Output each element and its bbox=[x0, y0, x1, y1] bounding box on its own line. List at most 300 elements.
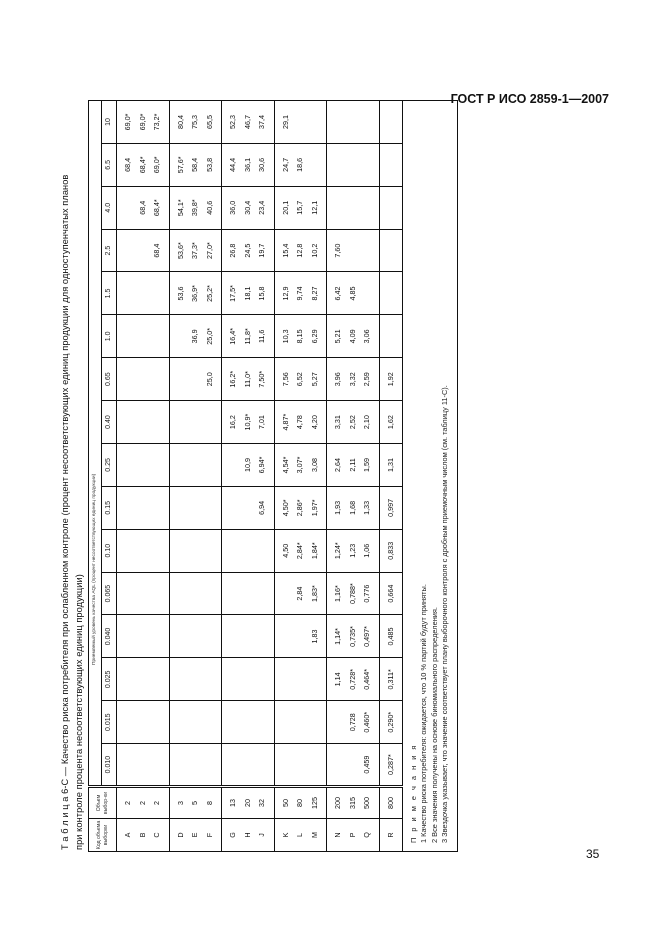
risk-value-cell-value: 1,97* bbox=[309, 499, 319, 517]
table-row-group bbox=[169, 101, 222, 852]
risk-value-cell-value bbox=[279, 744, 294, 785]
risk-value-cell-value: 18,6 bbox=[295, 157, 304, 172]
risk-value-cell-value bbox=[308, 744, 323, 785]
risk-value-cell bbox=[117, 272, 170, 315]
risk-value-cell-value: 0,311* bbox=[385, 669, 395, 690]
risk-value-cell-value: 68,4 bbox=[123, 157, 132, 172]
risk-value-cell-value bbox=[384, 144, 399, 186]
risk-value-cell-value bbox=[121, 230, 136, 272]
risk-value-cell-value: 3,06 bbox=[362, 329, 371, 344]
risk-value-cell-value bbox=[174, 573, 189, 615]
risk-value-cell-value: 80,4 bbox=[175, 114, 185, 129]
risk-value-cell-value bbox=[174, 444, 189, 486]
risk-value-cell-value bbox=[188, 573, 203, 615]
aql-level-header: 0.25 bbox=[102, 444, 117, 487]
risk-value-cell-value: 10,2 bbox=[309, 243, 319, 258]
risk-value-cell-value bbox=[136, 658, 151, 700]
risk-value-cell-value bbox=[188, 358, 203, 400]
risk-value-cell-value: 1,93 bbox=[333, 500, 342, 515]
risk-value-cell-value: 3,96 bbox=[333, 372, 342, 387]
sample-size-cell-value: 500 bbox=[362, 797, 371, 809]
risk-value-cell-value: 5,21 bbox=[333, 329, 342, 344]
risk-value-cell-value: 54,1* bbox=[175, 199, 185, 217]
sample-code-cell-value: H bbox=[242, 832, 252, 838]
risk-value-cell-value: 10,9 bbox=[242, 457, 252, 472]
risk-value-cell-value: 0,290* bbox=[385, 711, 395, 733]
risk-value-cell-value: 6,42 bbox=[333, 286, 342, 301]
risk-value-cell-value bbox=[203, 744, 218, 785]
risk-value-cell-value bbox=[241, 487, 256, 529]
aql-level-header: 6.5 bbox=[102, 143, 117, 186]
risk-value-cell-value: 1,59 bbox=[362, 457, 371, 472]
risk-value-cell-value: 7,01 bbox=[257, 415, 266, 430]
risk-value-cell-value bbox=[188, 616, 203, 658]
risk-value-cell bbox=[327, 101, 380, 144]
risk-value-cell-value bbox=[188, 701, 203, 743]
risk-value-cell-value: 12,1 bbox=[309, 200, 319, 215]
risk-value-cell-value: 6,52 bbox=[295, 372, 304, 387]
sample-code-cell bbox=[117, 819, 170, 852]
sample-code-cell-value: B bbox=[137, 832, 147, 838]
risk-value-cell-value: 4,50* bbox=[280, 499, 290, 517]
risk-value-cell-value bbox=[279, 701, 294, 743]
risk-value-cell-value: 11,0* bbox=[242, 371, 252, 388]
risk-value-cell bbox=[274, 358, 327, 401]
risk-value-cell bbox=[169, 744, 222, 787]
rotated-table-region bbox=[58, 100, 470, 852]
risk-value-cell-value bbox=[226, 701, 241, 743]
risk-value-cell-value bbox=[384, 273, 399, 315]
risk-value-cell-value bbox=[346, 101, 361, 143]
risk-value-cell-value: 23,4 bbox=[257, 200, 266, 215]
risk-value-cell-value: 7,60 bbox=[333, 243, 342, 258]
risk-value-cell bbox=[169, 186, 222, 229]
risk-value-cell-value bbox=[384, 101, 399, 143]
risk-value-cell-value: 0,997 bbox=[385, 498, 395, 517]
risk-value-cell bbox=[169, 572, 222, 615]
table-row-group bbox=[222, 101, 275, 852]
risk-value-cell bbox=[169, 658, 222, 701]
risk-value-cell bbox=[222, 486, 275, 529]
risk-value-cell bbox=[169, 358, 222, 401]
risk-value-cell-value: 1,23 bbox=[347, 543, 357, 558]
risk-value-cell bbox=[274, 101, 327, 144]
sample-size-cell-value: 3 bbox=[175, 801, 185, 805]
sample-size-cell-value: 13 bbox=[228, 799, 237, 807]
risk-value-cell-value bbox=[203, 658, 218, 700]
risk-value-cell-value: 53,6 bbox=[175, 286, 185, 301]
risk-value-cell-value bbox=[241, 701, 256, 743]
risk-value-cell bbox=[222, 272, 275, 315]
risk-value-cell-value bbox=[136, 273, 151, 315]
risk-value-cell bbox=[379, 315, 403, 358]
risk-value-cell bbox=[327, 615, 380, 658]
risk-value-cell bbox=[274, 186, 327, 229]
risk-value-cell-value: 0,735* bbox=[347, 626, 357, 647]
risk-value-cell bbox=[169, 101, 222, 144]
sample-size-cell bbox=[222, 787, 275, 819]
header-aql: Приемлемый уровень качества AQL (процент несоответствующих единиц продукции) bbox=[89, 101, 102, 787]
risk-value-cell-value: 8,15 bbox=[295, 329, 304, 344]
note-1: 1 Качество риска потребителя: ожидается, что 10 % партий будут приняты. bbox=[419, 584, 429, 843]
risk-value-cell bbox=[169, 401, 222, 444]
risk-value-cell bbox=[169, 486, 222, 529]
sample-size-cell bbox=[327, 787, 380, 819]
risk-value-cell-value: 37,3* bbox=[190, 242, 199, 259]
risk-value-cell-value: 36,9 bbox=[190, 329, 199, 344]
risk-value-cell bbox=[274, 615, 327, 658]
risk-value-cell-value: 68,4 bbox=[152, 243, 161, 258]
risk-value-cell-value bbox=[136, 530, 151, 572]
risk-value-cell-value bbox=[331, 187, 346, 229]
risk-value-cell-value bbox=[121, 401, 136, 443]
risk-value-cell-value: 0,776 bbox=[362, 584, 371, 603]
risk-value-cell bbox=[274, 744, 327, 787]
aql-level-header: 0.010 bbox=[102, 744, 117, 787]
risk-value-cell-value: 36,0 bbox=[228, 200, 237, 215]
risk-value-cell-value bbox=[384, 315, 399, 357]
risk-value-cell-value: 44,4 bbox=[228, 157, 237, 172]
risk-value-cell-value bbox=[241, 658, 256, 700]
risk-value-cell bbox=[379, 615, 403, 658]
risk-value-cell bbox=[274, 529, 327, 572]
risk-value-cell-value bbox=[346, 230, 361, 272]
risk-value-cell bbox=[222, 358, 275, 401]
risk-value-cell-value bbox=[255, 530, 270, 572]
risk-value-cell bbox=[327, 744, 380, 787]
risk-value-cell bbox=[379, 658, 403, 701]
risk-value-cell-value: 1,83* bbox=[309, 585, 319, 602]
risk-value-cell-value: 0,497* bbox=[362, 626, 371, 647]
risk-value-cell-value: 1,14* bbox=[333, 628, 342, 645]
risk-value-cell-value: 26,8 bbox=[228, 243, 237, 258]
risk-value-cell-value bbox=[226, 573, 241, 615]
risk-value-cell-value bbox=[136, 616, 151, 658]
table-row-group bbox=[327, 101, 380, 852]
risk-value-cell-value: 57,6* bbox=[175, 156, 185, 174]
risk-value-cell-value bbox=[203, 487, 218, 529]
sample-code-cell-value: G bbox=[228, 832, 237, 838]
risk-value-cell-value bbox=[136, 701, 151, 743]
risk-value-cell-value: 0,464* bbox=[362, 668, 371, 690]
risk-value-cell-value: 2,64 bbox=[333, 457, 342, 472]
risk-value-cell-value: 1,14 bbox=[333, 672, 342, 687]
risk-value-cell-value bbox=[360, 230, 375, 272]
table-row-group bbox=[379, 101, 403, 852]
sample-size-cell bbox=[117, 787, 170, 819]
risk-value-cell-value bbox=[331, 744, 346, 785]
risk-value-cell-value bbox=[384, 187, 399, 229]
risk-value-cell bbox=[274, 401, 327, 444]
risk-value-cell bbox=[222, 101, 275, 144]
note-3: 3 Звездочка указывает, что значение соответствует плану выборочного контроля с дробным приемочным числом (см. таблицу 11-С). bbox=[439, 385, 449, 843]
risk-value-cell-value: 5,27 bbox=[309, 372, 319, 387]
risk-value-cell-value: 1,92 bbox=[385, 372, 395, 387]
risk-value-cell-value bbox=[121, 616, 136, 658]
risk-value-cell-value: 52,3 bbox=[228, 114, 237, 129]
risk-value-cell-value: 53,6* bbox=[175, 242, 185, 259]
note-2: 2 Все значения получены на основе биномиального распределения. bbox=[429, 607, 439, 843]
risk-value-cell-value bbox=[226, 744, 241, 785]
sample-code-cell-value: J bbox=[257, 833, 266, 837]
sample-size-cell-value: 2 bbox=[137, 801, 147, 805]
risk-value-cell-value: 40,6 bbox=[204, 200, 214, 215]
risk-value-cell-value: 68,4* bbox=[137, 156, 147, 174]
risk-value-cell-value bbox=[293, 701, 308, 743]
risk-value-cell bbox=[222, 229, 275, 272]
risk-value-cell-value bbox=[174, 487, 189, 529]
aql-level-header: 0.025 bbox=[102, 658, 117, 701]
sample-size-cell bbox=[274, 787, 327, 819]
risk-value-cell-value bbox=[136, 573, 151, 615]
risk-value-cell-value: 16,2* bbox=[228, 370, 237, 388]
risk-value-cell-value: 75,3 bbox=[190, 114, 199, 129]
risk-value-cell-value bbox=[174, 401, 189, 443]
risk-value-cell bbox=[379, 358, 403, 401]
risk-value-cell-value bbox=[308, 701, 323, 743]
risk-value-cell-value bbox=[136, 315, 151, 357]
sample-code-cell-value: E bbox=[190, 832, 199, 838]
risk-value-cell-value bbox=[150, 315, 165, 357]
risk-value-cell-value: 10,3 bbox=[280, 329, 290, 344]
risk-value-cell-value bbox=[174, 744, 189, 785]
aql-level-header: 2.5 bbox=[102, 229, 117, 272]
risk-value-cell-value: 46,7 bbox=[242, 114, 252, 129]
risk-value-cell bbox=[169, 615, 222, 658]
risk-value-cell-value bbox=[121, 701, 136, 743]
risk-value-cell-value bbox=[346, 144, 361, 186]
header-sample-size: Объем выбор-ки bbox=[89, 787, 117, 819]
risk-value-cell bbox=[327, 486, 380, 529]
risk-value-cell bbox=[327, 186, 380, 229]
notes-section bbox=[403, 100, 458, 852]
risk-value-cell-value: 0,287* bbox=[385, 754, 395, 775]
risk-value-cell-value bbox=[203, 444, 218, 486]
risk-value-cell-value bbox=[293, 744, 308, 785]
sample-code-cell-value: N bbox=[333, 832, 342, 838]
risk-value-cell-value: 6,94 bbox=[257, 500, 266, 515]
risk-value-cell-value: 25,2* bbox=[204, 285, 214, 302]
risk-value-cell bbox=[117, 315, 170, 358]
table-title-line-2: при контроле процента несоответствующих единиц продукции) bbox=[74, 574, 84, 850]
sample-code-cell bbox=[379, 819, 403, 852]
risk-value-cell-value bbox=[150, 573, 165, 615]
risk-value-cell-value: 1,24* bbox=[333, 542, 342, 560]
risk-value-cell-value bbox=[331, 101, 346, 143]
risk-value-cell-value bbox=[150, 616, 165, 658]
risk-value-cell-value: 24,7 bbox=[280, 157, 290, 172]
risk-value-cell bbox=[379, 186, 403, 229]
risk-value-cell-value bbox=[241, 616, 256, 658]
risk-value-cell bbox=[222, 529, 275, 572]
risk-value-cell-value bbox=[255, 744, 270, 785]
risk-value-cell-value bbox=[174, 616, 189, 658]
risk-value-cell bbox=[379, 143, 403, 186]
risk-value-cell-value: 1,31 bbox=[385, 457, 395, 472]
risk-value-cell bbox=[379, 744, 403, 787]
sample-code-cell-value: A bbox=[123, 832, 132, 838]
risk-value-cell-value: 65,5 bbox=[204, 114, 214, 129]
risk-value-cell bbox=[117, 701, 170, 744]
risk-value-cell-value bbox=[136, 401, 151, 443]
risk-value-cell-value: 6,94* bbox=[257, 456, 266, 474]
risk-value-cell bbox=[379, 529, 403, 572]
sample-size-cell-value: 80 bbox=[295, 799, 304, 807]
sample-size-cell-value: 200 bbox=[333, 797, 342, 809]
risk-value-cell-value: 2,84* bbox=[295, 542, 304, 560]
header-sample-code: Код объема выборки bbox=[89, 819, 117, 852]
risk-value-cell-value bbox=[255, 573, 270, 615]
risk-value-cell-value: 29,1 bbox=[280, 114, 290, 129]
risk-value-cell-value: 36,9* bbox=[190, 285, 199, 302]
risk-value-cell-value: 2,11 bbox=[347, 458, 357, 472]
risk-value-cell bbox=[117, 229, 170, 272]
aql-level-header: 0.15 bbox=[102, 486, 117, 529]
risk-value-cell-value bbox=[255, 701, 270, 743]
risk-value-cell-value: 2,84 bbox=[295, 586, 304, 601]
risk-value-cell-value bbox=[279, 616, 294, 658]
aql-level-header: 10 bbox=[102, 101, 117, 144]
risk-value-cell-value: 11,8* bbox=[242, 328, 252, 345]
risk-value-cell-value: 2,10 bbox=[362, 415, 371, 430]
risk-value-cell-value: 25,0 bbox=[204, 372, 214, 387]
risk-value-cell-value: 2,86* bbox=[295, 499, 304, 517]
risk-value-cell-value: 73,2* bbox=[152, 113, 161, 131]
risk-value-cell-value bbox=[203, 616, 218, 658]
risk-value-cell-value bbox=[188, 401, 203, 443]
risk-value-cell bbox=[117, 572, 170, 615]
risk-value-cell-value bbox=[136, 744, 151, 785]
risk-value-cell-value: 15,8 bbox=[257, 286, 266, 301]
risk-value-cell bbox=[117, 615, 170, 658]
risk-value-cell bbox=[327, 315, 380, 358]
risk-value-cell-value bbox=[121, 487, 136, 529]
risk-value-cell-value: 4,09 bbox=[347, 329, 357, 344]
risk-value-cell bbox=[117, 658, 170, 701]
aql-level-header: 0.040 bbox=[102, 615, 117, 658]
risk-value-cell bbox=[222, 701, 275, 744]
risk-value-cell bbox=[274, 272, 327, 315]
risk-value-cell-value bbox=[188, 658, 203, 700]
risk-value-cell-value: 69,0* bbox=[152, 156, 161, 174]
document-header: ГОСТ Р ИСО 2859-1—2007 bbox=[450, 92, 609, 106]
table-row-group bbox=[274, 101, 327, 852]
risk-value-cell bbox=[117, 529, 170, 572]
risk-value-cell-value bbox=[203, 701, 218, 743]
sample-code-cell-value: P bbox=[347, 832, 357, 838]
risk-value-cell-value bbox=[150, 744, 165, 785]
risk-value-cell-value bbox=[150, 658, 165, 700]
risk-value-cell bbox=[274, 143, 327, 186]
risk-value-cell-value: 16,2 bbox=[228, 415, 237, 430]
sample-size-cell-value: 315 bbox=[347, 797, 357, 809]
risk-value-cell-value: 18,1 bbox=[242, 286, 252, 301]
sample-size-cell-value: 800 bbox=[385, 797, 395, 809]
risk-value-cell-value: 0,664 bbox=[385, 584, 395, 603]
risk-value-cell-value: 7,56 bbox=[280, 372, 290, 387]
consumer-risk-table bbox=[88, 100, 403, 852]
sample-size-cell-value: 2 bbox=[123, 801, 132, 805]
risk-value-cell-value bbox=[121, 744, 136, 785]
risk-value-cell-value bbox=[150, 444, 165, 486]
risk-value-cell-value bbox=[308, 101, 323, 143]
risk-value-cell-value bbox=[308, 144, 323, 186]
risk-value-cell-value: 19,7 bbox=[257, 243, 266, 258]
risk-value-cell-value: 4,87* bbox=[280, 413, 290, 431]
risk-value-cell bbox=[169, 701, 222, 744]
risk-value-cell-value: 1,68 bbox=[347, 500, 357, 515]
risk-value-cell-value bbox=[150, 530, 165, 572]
aql-levels-row bbox=[102, 101, 117, 852]
risk-value-cell bbox=[274, 572, 327, 615]
risk-value-cell-value bbox=[203, 573, 218, 615]
risk-value-cell-value: 9,74 bbox=[295, 286, 304, 301]
risk-value-cell-value: 10,9* bbox=[242, 413, 252, 431]
risk-value-cell-value: 4,20 bbox=[309, 415, 319, 430]
risk-value-cell-value bbox=[121, 273, 136, 315]
risk-value-cell-value bbox=[136, 487, 151, 529]
risk-value-cell-value: 0,459 bbox=[362, 755, 371, 774]
risk-value-cell-value bbox=[136, 358, 151, 400]
risk-value-cell-value: 0,788* bbox=[347, 583, 357, 604]
sample-code-cell-value: F bbox=[204, 832, 214, 838]
risk-value-cell bbox=[169, 315, 222, 358]
risk-value-cell-value: 1,06 bbox=[362, 543, 371, 558]
risk-value-cell bbox=[327, 444, 380, 487]
sample-size-cell-value: 50 bbox=[280, 799, 290, 807]
risk-value-cell-value bbox=[241, 744, 256, 785]
risk-value-cell-value bbox=[346, 187, 361, 229]
risk-value-cell bbox=[222, 186, 275, 229]
risk-value-cell bbox=[274, 658, 327, 701]
risk-value-cell bbox=[169, 143, 222, 186]
sample-size-cell-value: 32 bbox=[257, 799, 266, 807]
risk-value-cell-value: 4,50 bbox=[280, 543, 290, 558]
risk-value-cell-value bbox=[174, 530, 189, 572]
aql-level-header: 4.0 bbox=[102, 186, 117, 229]
risk-value-cell-value bbox=[150, 273, 165, 315]
risk-value-cell-value bbox=[331, 701, 346, 743]
risk-value-cell-value bbox=[188, 744, 203, 785]
risk-value-cell-value: 3,07* bbox=[295, 456, 304, 474]
risk-value-cell bbox=[117, 186, 170, 229]
risk-value-cell-value: 25,0* bbox=[204, 327, 214, 345]
risk-value-cell bbox=[327, 572, 380, 615]
risk-value-cell-value: 1,83 bbox=[309, 629, 319, 644]
risk-value-cell bbox=[117, 486, 170, 529]
risk-value-cell bbox=[327, 358, 380, 401]
risk-value-cell-value: 0,485 bbox=[385, 627, 395, 646]
risk-value-cell-value bbox=[331, 144, 346, 186]
risk-value-cell-value bbox=[360, 273, 375, 315]
risk-value-cell-value bbox=[203, 401, 218, 443]
risk-value-cell-value bbox=[150, 701, 165, 743]
sample-size-cell bbox=[379, 787, 403, 819]
table-title-line-1: Т а б л и ц а 6-С — Качество риска потребителя при ослабленном контроле (процент несоответствующих единиц продукции для одноступенчатых планов bbox=[60, 174, 70, 850]
risk-value-cell-value bbox=[226, 530, 241, 572]
risk-value-cell-value: 69,0* bbox=[137, 113, 147, 131]
risk-value-cell-value: 4,54* bbox=[280, 456, 290, 474]
risk-value-cell-value bbox=[121, 573, 136, 615]
risk-value-cell bbox=[222, 315, 275, 358]
risk-value-cell-value bbox=[121, 444, 136, 486]
risk-value-cell-value: 4,85 bbox=[347, 286, 357, 301]
sample-code-cell-value: L bbox=[295, 833, 304, 837]
risk-value-cell bbox=[327, 701, 380, 744]
risk-value-cell-value bbox=[121, 187, 136, 229]
risk-value-cell bbox=[274, 486, 327, 529]
risk-value-cell-value bbox=[174, 658, 189, 700]
